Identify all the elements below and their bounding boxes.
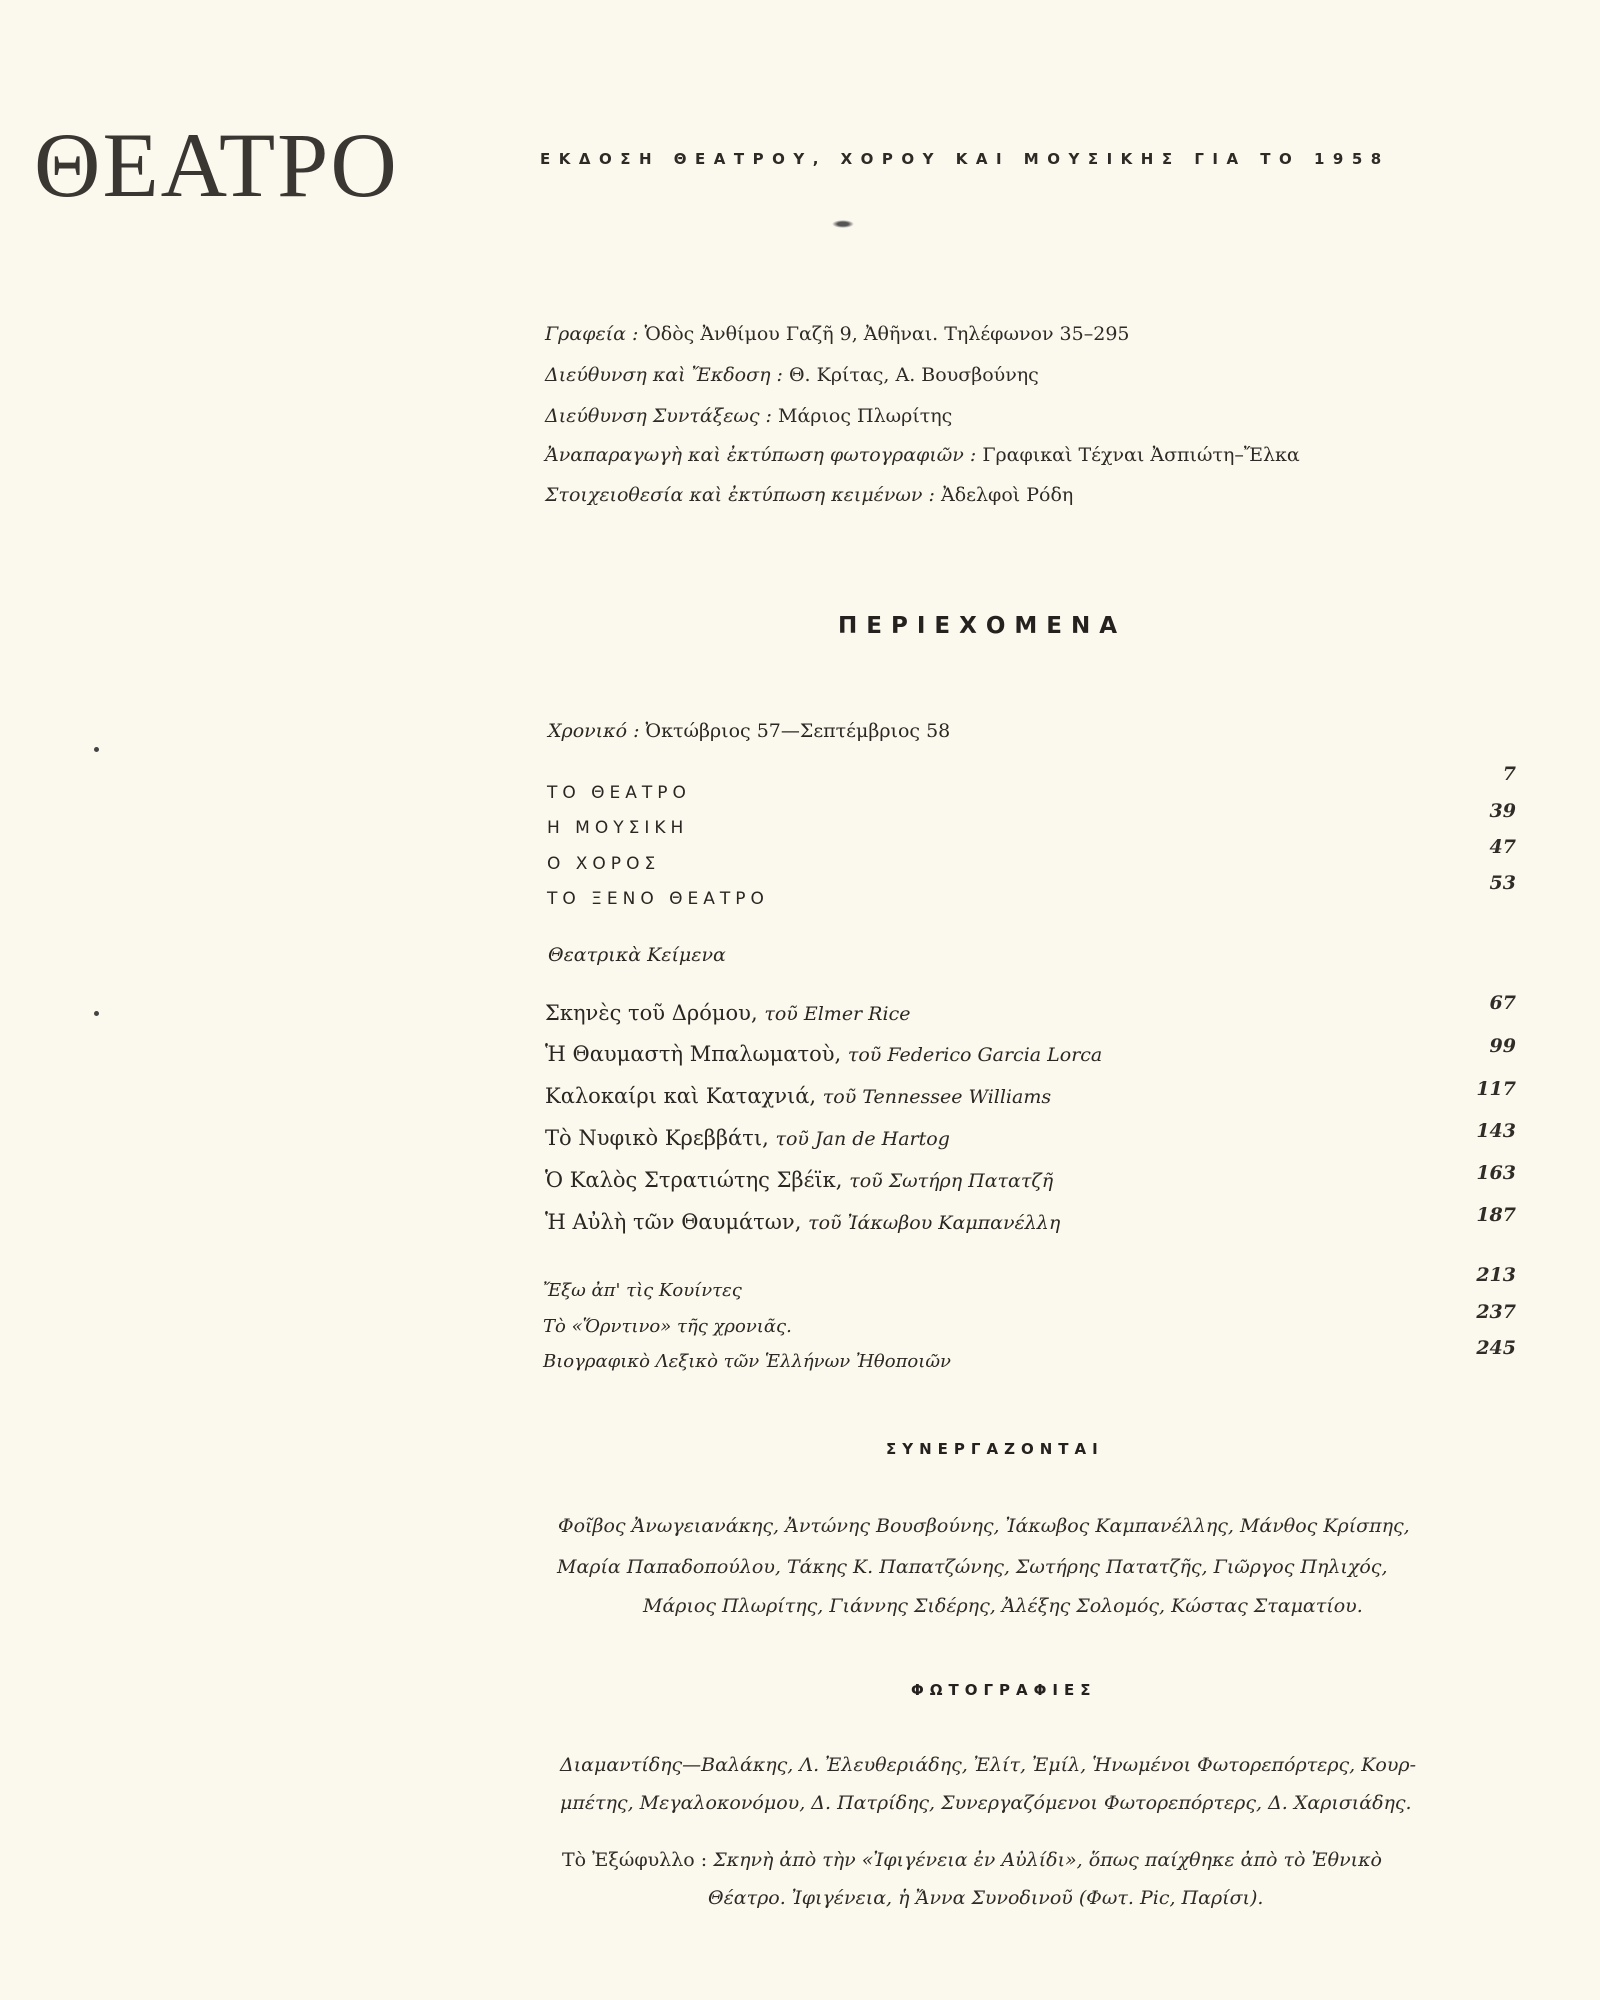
play-entry: Ἡ Θαυμαστὴ Μπαλωματοὺ, τοῦ Federico Garcia Lorca — [545, 1042, 1103, 1066]
chronicle-line: Χρονικό : Ὀκτώβριος 57—Σεπτέμβριος 58 — [548, 720, 951, 742]
section-title: Ο ΧΟΡΟΣ — [547, 854, 661, 874]
magazine-subtitle: ΕΚΔΟΣΗ ΘΕΑΤΡΟΥ, ΧΟΡΟΥ ΚΑΙ ΜΟΥΣΙΚΗΣ ΓΙΑ ΤΟ 1958 — [540, 150, 1390, 168]
colophon-line: Διεύθυνση Συντάξεως : Μάριος Πλωρίτης — [545, 405, 953, 427]
play-entry: Σκηνὲς τοῦ Δρόμου, τοῦ Elmer Rice — [545, 1001, 911, 1025]
page-number: 187 — [1476, 1204, 1516, 1226]
contents-title: ΠΕΡΙΕΧΟΜΕΝΑ — [838, 613, 1127, 639]
page-number: 39 — [1489, 800, 1516, 822]
play-entry: Τὸ Νυφικὸ Κρεββάτι, τοῦ Jan de Hartog — [545, 1126, 950, 1150]
page-number: 163 — [1476, 1162, 1516, 1184]
photographs-line: Διαμαντίδης—Βαλάκης, Λ. Ἐλευθεριάδης, Ἐλίτ, Ἐμίλ, Ἡνωμένοι Φωτορεπόρτερς, Κουρ- — [560, 1754, 1416, 1776]
misc-entry: Ἔξω ἀπ' τὶς Κουίντες — [543, 1280, 742, 1301]
page-number: 237 — [1476, 1301, 1516, 1323]
play-entry: Ὁ Καλὸς Στρατιώτης Σβέϊκ, τοῦ Σωτήρη Πατατζῆ — [545, 1168, 1054, 1192]
page-number: 143 — [1476, 1120, 1516, 1142]
collaborators-line: Μάριος Πλωρίτης, Γιάννης Σιδέρης, Ἀλέξης Σολομός, Κώστας Σταματίου. — [643, 1595, 1363, 1617]
section-title: Η ΜΟΥΣΙΚΗ — [547, 818, 689, 838]
play-entry: Καλοκαίρι καὶ Καταχνιά, τοῦ Tennessee Williams — [545, 1084, 1052, 1108]
page-number: 117 — [1476, 1078, 1516, 1100]
page-number: 245 — [1476, 1337, 1516, 1359]
ornament-icon — [832, 220, 854, 228]
section-title: ΤΟ ΞΕΝΟ ΘΕΑΤΡΟ — [547, 889, 769, 909]
colophon-line: Στοιχειοθεσία καὶ ἐκτύπωση κειμένων : Ἀδελφοὶ Ρόδη — [545, 484, 1074, 506]
collaborators-title: ΣΥΝΕΡΓΑΖΟΝΤΑΙ — [886, 1440, 1104, 1458]
colophon-line: Διεύθυνση καὶ Ἔκδοση : Θ. Κρίτας, Α. Βουσβούνης — [545, 364, 1039, 386]
misc-entry: Βιογραφικὸ Λεξικὸ τῶν Ἑλλήνων Ἠθοποιῶν — [543, 1351, 951, 1372]
cover-line: Τὸ Ἐξώφυλλο : Σκηνὴ ἀπὸ τὴν «Ἰφιγένεια ἐν Αὐλίδι», ὅπως παίχθηκε ἀπὸ τὸ Ἐθνικὸ — [562, 1849, 1382, 1871]
collaborators-line: Μαρία Παπαδοπούλου, Τάκης Κ. Παπατζώνης, Σωτήρης Πατατζῆς, Γιῶργος Πηλιχός, — [557, 1556, 1388, 1578]
page-number: 47 — [1489, 836, 1516, 858]
play-entry: Ἡ Αὐλὴ τῶν Θαυμάτων, τοῦ Ἰάκωβου Καμπανέλλη — [545, 1210, 1061, 1234]
section-title: ΤΟ ΘΕΑΤΡΟ — [547, 783, 691, 803]
cover-line: Θέατρο. Ἰφιγένεια, ἡ Ἄννα Συνοδινοῦ (Φωτ. Pic, Παρίσι). — [708, 1887, 1264, 1909]
photographs-title: ΦΩΤΟΓΡΑΦΙΕΣ — [911, 1681, 1097, 1699]
page-number: 7 — [1502, 763, 1516, 785]
plays-heading: Θεατρικὰ Κείμενα — [548, 944, 726, 966]
page-number: 53 — [1489, 872, 1516, 894]
page-number: 67 — [1489, 992, 1516, 1014]
collaborators-line: Φοῖβος Ἀνωγειανάκης, Ἀντώνης Βουσβούνης, Ἰάκωβος Καμπανέλλης, Μάνθος Κρίσπης, — [558, 1515, 1410, 1537]
magazine-title: ΘΕΑΤΡΟ — [34, 114, 399, 216]
page-number: 99 — [1489, 1035, 1516, 1057]
misc-entry: Τὸ «Ὅρντινο» τῆς χρονιᾶς. — [543, 1316, 792, 1337]
page-number: 213 — [1476, 1264, 1516, 1286]
photographs-line: μπέτης, Μεγαλοκονόμου, Δ. Πατρίδης, Συνεργαζόμενοι Φωτορεπόρτερς, Δ. Χαρισιάδης. — [560, 1792, 1412, 1814]
colophon-line: Ἀναπαραγωγὴ καὶ ἐκτύπωση φωτογραφιῶν : Γραφικαὶ Τέχναι Ἀσπιώτη–Ἔλκα — [545, 444, 1300, 466]
colophon-line: Γραφεία : Ὁδὸς Ἀνθίμου Γαζῆ 9, Ἀθῆναι. Τηλέφωνον 35–295 — [545, 323, 1130, 345]
